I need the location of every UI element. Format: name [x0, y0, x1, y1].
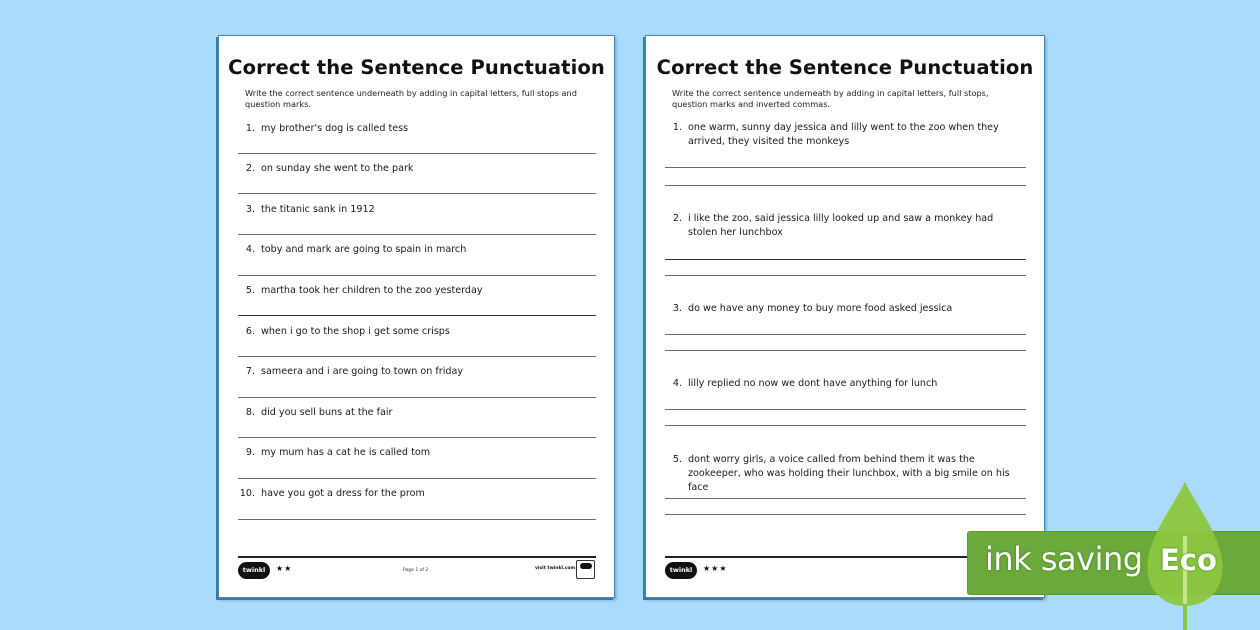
answer-line — [665, 185, 1026, 186]
question-text: lilly replied no now we dont have anything for lunch — [688, 378, 938, 389]
question-number: 9. — [245, 447, 255, 458]
answer-line — [665, 167, 1026, 168]
answer-line — [238, 193, 596, 194]
instructions: Write the correct sentence underneath by adding in capital letters, full stops, question marks and inverted commas. — [672, 88, 989, 109]
question-item — [239, 284, 594, 298]
page-title: Correct the Sentence Punctuation — [656, 56, 1034, 79]
answer-line — [665, 425, 1026, 426]
answer-line — [665, 259, 1026, 260]
answer-line — [238, 437, 596, 438]
difficulty-stars: ★★ — [276, 564, 293, 573]
question-number: 5. — [245, 285, 255, 296]
question-item — [239, 162, 594, 176]
question-text: do we have any money to buy more food asked jessica — [688, 303, 953, 314]
question-number: 1. — [245, 123, 255, 134]
answer-line — [665, 350, 1026, 351]
page-number: Page 1 of 2 — [403, 568, 429, 573]
question-text: when i go to the shop i get some crisps — [261, 326, 450, 337]
question-number: 8. — [245, 407, 255, 418]
question-item — [239, 446, 594, 460]
question-text: the titanic sank in 1912 — [261, 204, 375, 215]
question-item — [666, 453, 1024, 495]
question-number: 4. — [245, 244, 255, 255]
question-number: 3. — [672, 303, 682, 314]
question-text: dont worry girls, a voice called from behind them it was the zookeeper, who was holding their lunchbox, with a big smile on his face — [688, 454, 1010, 493]
question-item — [666, 212, 1024, 240]
question-item — [239, 365, 594, 379]
question-number: 6. — [245, 326, 255, 337]
question-text: my mum has a cat he is called tom — [261, 447, 431, 458]
answer-line — [238, 315, 596, 316]
visit-link: visit twinkl.com — [535, 566, 576, 571]
twinkl-logo: twinkl — [665, 562, 697, 579]
question-number: 4. — [672, 378, 682, 389]
question-number: 1. — [672, 122, 682, 133]
answer-line — [665, 275, 1026, 276]
answer-line — [665, 514, 1026, 515]
question-item — [239, 406, 594, 420]
question-item — [239, 122, 594, 136]
answer-line — [238, 478, 596, 479]
question-text: martha took her children to the zoo yesterday — [261, 285, 483, 296]
answer-line — [665, 334, 1026, 335]
question-number: 10. — [239, 488, 255, 499]
answer-line — [665, 498, 1026, 499]
question-item — [239, 487, 594, 501]
question-number: 2. — [672, 213, 682, 224]
question-number: 7. — [245, 366, 255, 377]
question-text: toby and mark are going to spain in march — [261, 244, 467, 255]
instructions: Write the correct sentence underneath by adding in capital letters, full stops and question marks. — [245, 88, 577, 109]
eco-badge: Eco — [1160, 543, 1217, 577]
ink-saving-label: ink saving — [985, 540, 1143, 578]
question-text: i like the zoo, said jessica lilly looked up and saw a monkey had stolen her lunchbox — [688, 213, 994, 238]
question-item — [239, 203, 594, 217]
answer-line — [238, 153, 596, 154]
question-item — [666, 377, 1024, 391]
twinkl-logo: twinkl — [238, 562, 270, 579]
question-item — [666, 302, 1024, 316]
question-text: sameera and i are going to town on friday — [261, 366, 464, 377]
difficulty-stars: ★★★ — [703, 564, 728, 573]
answer-line — [665, 409, 1026, 410]
worksheet-page-2 — [645, 35, 1045, 598]
page-title: Correct the Sentence Punctuation — [228, 56, 605, 79]
answer-line — [238, 275, 596, 276]
quality-badge-icon — [576, 560, 595, 579]
question-item — [239, 243, 594, 257]
footer-divider — [238, 556, 596, 558]
question-text: did you sell buns at the fair — [261, 407, 393, 418]
question-text: one warm, sunny day jessica and lilly went to the zoo when they arrived, they visited the monkeys — [688, 122, 999, 147]
question-text: my brother's dog is called tess — [261, 123, 409, 134]
question-text: on sunday she went to the park — [261, 163, 414, 174]
question-text: have you got a dress for the prom — [261, 488, 425, 499]
answer-line — [238, 234, 596, 235]
question-number: 2. — [245, 163, 255, 174]
answer-line — [238, 519, 596, 520]
question-number: 5. — [672, 454, 682, 465]
question-number: 3. — [245, 204, 255, 215]
question-item — [239, 325, 594, 339]
answer-line — [238, 356, 596, 357]
question-item — [666, 121, 1024, 149]
answer-line — [238, 397, 596, 398]
worksheet-page-1 — [218, 35, 615, 598]
